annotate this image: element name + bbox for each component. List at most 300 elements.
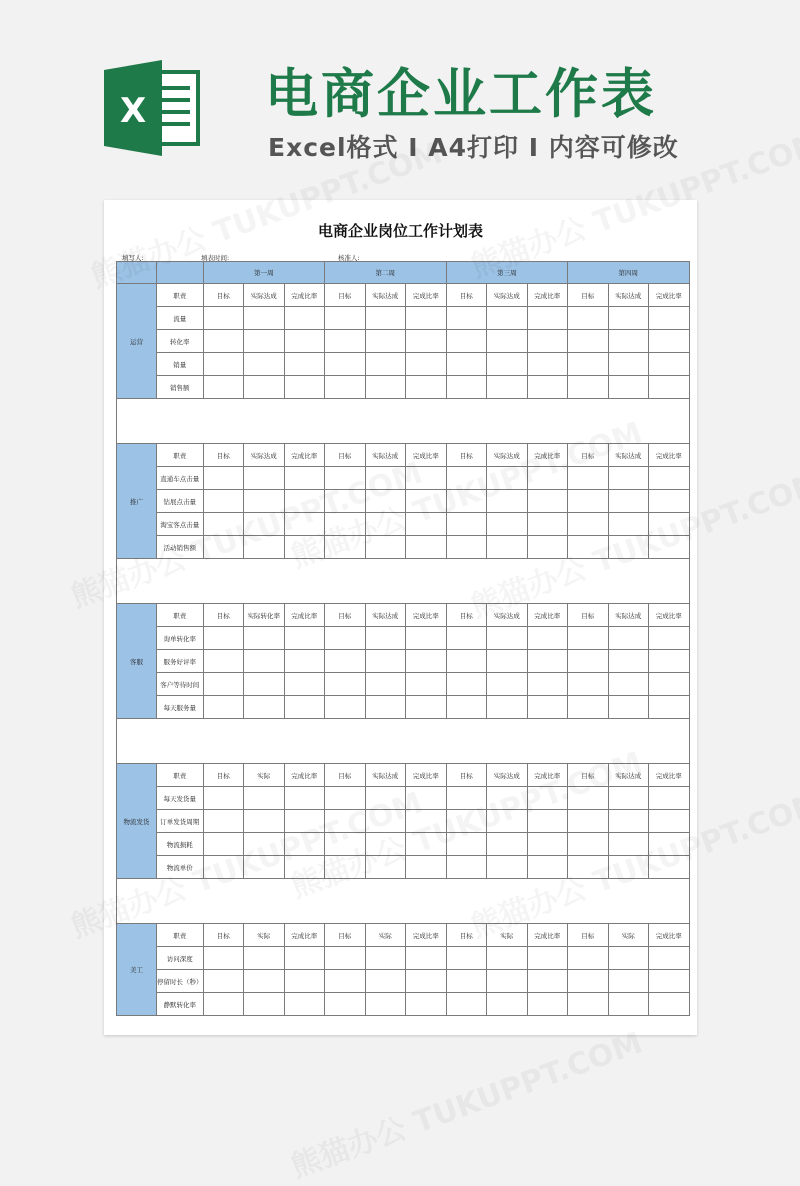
task-label: 访问深度 bbox=[157, 947, 204, 970]
input-cell[interactable] bbox=[527, 467, 568, 490]
input-cell[interactable] bbox=[608, 627, 649, 650]
input-cell[interactable] bbox=[325, 970, 366, 993]
input-cell[interactable] bbox=[487, 833, 528, 856]
input-cell[interactable] bbox=[325, 947, 366, 970]
input-cell[interactable] bbox=[284, 650, 325, 673]
input-cell[interactable] bbox=[568, 673, 609, 696]
input-cell[interactable] bbox=[527, 787, 568, 810]
banner-subtitle: Excel格式 I A4打印 I 内容可修改 bbox=[268, 133, 679, 162]
input-cell[interactable] bbox=[365, 856, 406, 879]
metric-header: 实际达成 bbox=[608, 764, 649, 787]
input-cell[interactable] bbox=[446, 650, 487, 673]
input-cell[interactable] bbox=[527, 307, 568, 330]
input-cell[interactable] bbox=[527, 810, 568, 833]
input-cell[interactable] bbox=[649, 376, 690, 399]
input-cell[interactable] bbox=[365, 513, 406, 536]
input-cell[interactable] bbox=[527, 376, 568, 399]
input-cell[interactable] bbox=[446, 307, 487, 330]
metric-header: 完成比率 bbox=[406, 764, 447, 787]
input-cell[interactable] bbox=[365, 696, 406, 719]
input-cell[interactable] bbox=[325, 536, 366, 559]
week-header-row bbox=[117, 262, 690, 284]
input-cell[interactable] bbox=[568, 947, 609, 970]
input-cell[interactable] bbox=[406, 353, 447, 376]
input-cell[interactable] bbox=[284, 810, 325, 833]
input-cell[interactable] bbox=[244, 467, 285, 490]
input-cell[interactable] bbox=[325, 833, 366, 856]
task-row bbox=[117, 787, 690, 810]
input-cell[interactable] bbox=[608, 856, 649, 879]
input-cell[interactable] bbox=[365, 787, 406, 810]
input-cell[interactable] bbox=[284, 536, 325, 559]
input-cell[interactable] bbox=[446, 696, 487, 719]
input-cell[interactable] bbox=[527, 490, 568, 513]
metric-header: 完成比率 bbox=[284, 284, 325, 307]
input-cell[interactable] bbox=[487, 696, 528, 719]
duty-header-row bbox=[117, 924, 690, 947]
input-cell[interactable] bbox=[203, 810, 244, 833]
input-cell[interactable] bbox=[406, 856, 447, 879]
input-cell[interactable] bbox=[649, 627, 690, 650]
metric-header: 目标 bbox=[568, 444, 609, 467]
input-cell[interactable] bbox=[406, 947, 447, 970]
input-cell[interactable] bbox=[203, 787, 244, 810]
week-header: 第一周 bbox=[203, 262, 325, 284]
input-cell[interactable] bbox=[446, 330, 487, 353]
department-label: 物流发货 bbox=[117, 764, 157, 879]
input-cell[interactable] bbox=[608, 330, 649, 353]
input-cell[interactable] bbox=[203, 627, 244, 650]
input-cell[interactable] bbox=[244, 353, 285, 376]
input-cell[interactable] bbox=[446, 970, 487, 993]
input-cell[interactable] bbox=[649, 673, 690, 696]
input-cell[interactable] bbox=[608, 993, 649, 1016]
input-cell[interactable] bbox=[649, 307, 690, 330]
metric-header: 目标 bbox=[203, 924, 244, 947]
input-cell[interactable] bbox=[608, 810, 649, 833]
task-label: 客户等待时间 bbox=[157, 673, 204, 696]
input-cell[interactable] bbox=[406, 673, 447, 696]
input-cell[interactable] bbox=[446, 833, 487, 856]
input-cell[interactable] bbox=[365, 833, 406, 856]
input-cell[interactable] bbox=[325, 513, 366, 536]
input-cell[interactable] bbox=[284, 353, 325, 376]
task-label: 订单发货周期 bbox=[157, 810, 204, 833]
input-cell[interactable] bbox=[365, 993, 406, 1016]
input-cell[interactable] bbox=[527, 536, 568, 559]
input-cell[interactable] bbox=[406, 993, 447, 1016]
input-cell[interactable] bbox=[568, 627, 609, 650]
input-cell[interactable] bbox=[568, 856, 609, 879]
input-cell[interactable] bbox=[203, 993, 244, 1016]
input-cell[interactable] bbox=[446, 513, 487, 536]
input-cell[interactable] bbox=[608, 696, 649, 719]
duty-header-row bbox=[117, 444, 690, 467]
input-cell[interactable] bbox=[284, 307, 325, 330]
input-cell[interactable] bbox=[608, 650, 649, 673]
input-cell[interactable] bbox=[365, 353, 406, 376]
input-cell[interactable] bbox=[406, 650, 447, 673]
input-cell[interactable] bbox=[284, 787, 325, 810]
input-cell[interactable] bbox=[325, 627, 366, 650]
input-cell[interactable] bbox=[649, 353, 690, 376]
input-cell[interactable] bbox=[244, 673, 285, 696]
input-cell[interactable] bbox=[527, 650, 568, 673]
input-cell[interactable] bbox=[325, 353, 366, 376]
input-cell[interactable] bbox=[284, 627, 325, 650]
metric-header: 目标 bbox=[203, 604, 244, 627]
input-cell[interactable] bbox=[527, 513, 568, 536]
input-cell[interactable] bbox=[487, 330, 528, 353]
metric-header: 目标 bbox=[325, 284, 366, 307]
input-cell[interactable] bbox=[487, 673, 528, 696]
input-cell[interactable] bbox=[568, 490, 609, 513]
input-cell[interactable] bbox=[365, 947, 406, 970]
input-cell[interactable] bbox=[527, 947, 568, 970]
input-cell[interactable] bbox=[446, 810, 487, 833]
spacer-cell bbox=[117, 399, 690, 444]
input-cell[interactable] bbox=[244, 536, 285, 559]
input-cell[interactable] bbox=[365, 810, 406, 833]
input-cell[interactable] bbox=[487, 650, 528, 673]
input-cell[interactable] bbox=[527, 970, 568, 993]
input-cell[interactable] bbox=[244, 970, 285, 993]
input-cell[interactable] bbox=[487, 307, 528, 330]
task-row bbox=[117, 513, 690, 536]
input-cell[interactable] bbox=[203, 696, 244, 719]
input-cell[interactable] bbox=[203, 330, 244, 353]
input-cell[interactable] bbox=[365, 650, 406, 673]
metric-header: 目标 bbox=[446, 924, 487, 947]
input-cell[interactable] bbox=[325, 330, 366, 353]
metric-header: 完成比率 bbox=[284, 604, 325, 627]
plan-table bbox=[116, 261, 690, 1016]
input-cell[interactable] bbox=[406, 467, 447, 490]
input-cell[interactable] bbox=[365, 970, 406, 993]
metric-header: 实际 bbox=[608, 924, 649, 947]
input-cell[interactable] bbox=[203, 650, 244, 673]
input-cell[interactable] bbox=[325, 787, 366, 810]
input-cell[interactable] bbox=[406, 330, 447, 353]
input-cell[interactable] bbox=[568, 993, 609, 1016]
input-cell[interactable] bbox=[284, 513, 325, 536]
task-label: 物流单价 bbox=[157, 856, 204, 879]
input-cell[interactable] bbox=[446, 536, 487, 559]
input-cell[interactable] bbox=[244, 810, 285, 833]
input-cell[interactable] bbox=[649, 856, 690, 879]
input-cell[interactable] bbox=[487, 490, 528, 513]
input-cell[interactable] bbox=[487, 376, 528, 399]
input-cell[interactable] bbox=[487, 810, 528, 833]
task-row bbox=[117, 490, 690, 513]
metric-header: 目标 bbox=[203, 284, 244, 307]
input-cell[interactable] bbox=[325, 810, 366, 833]
metric-header: 实际达成 bbox=[608, 444, 649, 467]
task-row bbox=[117, 536, 690, 559]
input-cell[interactable] bbox=[527, 856, 568, 879]
input-cell[interactable] bbox=[244, 947, 285, 970]
input-cell[interactable] bbox=[284, 376, 325, 399]
task-row bbox=[117, 627, 690, 650]
task-label: 每天服务量 bbox=[157, 696, 204, 719]
input-cell[interactable] bbox=[406, 376, 447, 399]
input-cell[interactable] bbox=[203, 490, 244, 513]
input-cell[interactable] bbox=[649, 650, 690, 673]
input-cell[interactable] bbox=[325, 696, 366, 719]
input-cell[interactable] bbox=[487, 947, 528, 970]
input-cell[interactable] bbox=[284, 970, 325, 993]
input-cell[interactable] bbox=[203, 970, 244, 993]
input-cell[interactable] bbox=[649, 833, 690, 856]
input-cell[interactable] bbox=[649, 330, 690, 353]
metric-header: 目标 bbox=[568, 924, 609, 947]
input-cell[interactable] bbox=[446, 490, 487, 513]
input-cell[interactable] bbox=[568, 787, 609, 810]
input-cell[interactable] bbox=[568, 536, 609, 559]
input-cell[interactable] bbox=[203, 947, 244, 970]
metric-header: 实际达成 bbox=[608, 604, 649, 627]
input-cell[interactable] bbox=[608, 536, 649, 559]
input-cell[interactable] bbox=[568, 307, 609, 330]
input-cell[interactable] bbox=[406, 490, 447, 513]
duty-header-row bbox=[117, 604, 690, 627]
input-cell[interactable] bbox=[608, 353, 649, 376]
input-cell[interactable] bbox=[325, 307, 366, 330]
input-cell[interactable] bbox=[406, 696, 447, 719]
input-cell[interactable] bbox=[649, 536, 690, 559]
duty-label: 职责 bbox=[157, 924, 204, 947]
input-cell[interactable] bbox=[203, 856, 244, 879]
input-cell[interactable] bbox=[608, 307, 649, 330]
duty-label: 职责 bbox=[157, 604, 204, 627]
task-label: 服务好评率 bbox=[157, 650, 204, 673]
department-label: 运营 bbox=[117, 284, 157, 399]
input-cell[interactable] bbox=[568, 970, 609, 993]
input-cell[interactable] bbox=[649, 467, 690, 490]
input-cell[interactable] bbox=[284, 467, 325, 490]
department-label: 客服 bbox=[117, 604, 157, 719]
input-cell[interactable] bbox=[244, 650, 285, 673]
input-cell[interactable] bbox=[365, 376, 406, 399]
input-cell[interactable] bbox=[244, 376, 285, 399]
input-cell[interactable] bbox=[568, 467, 609, 490]
input-cell[interactable] bbox=[487, 993, 528, 1016]
input-cell[interactable] bbox=[244, 627, 285, 650]
input-cell[interactable] bbox=[406, 536, 447, 559]
input-cell[interactable] bbox=[203, 536, 244, 559]
metric-header: 目标 bbox=[203, 764, 244, 787]
input-cell[interactable] bbox=[406, 513, 447, 536]
metric-header: 完成比率 bbox=[649, 764, 690, 787]
input-cell[interactable] bbox=[446, 787, 487, 810]
input-cell[interactable] bbox=[203, 833, 244, 856]
input-cell[interactable] bbox=[203, 467, 244, 490]
input-cell[interactable] bbox=[487, 513, 528, 536]
input-cell[interactable] bbox=[365, 330, 406, 353]
input-cell[interactable] bbox=[568, 810, 609, 833]
metric-header: 目标 bbox=[568, 604, 609, 627]
input-cell[interactable] bbox=[446, 467, 487, 490]
input-cell[interactable] bbox=[365, 627, 406, 650]
task-row bbox=[117, 673, 690, 696]
task-row bbox=[117, 650, 690, 673]
input-cell[interactable] bbox=[446, 353, 487, 376]
input-cell[interactable] bbox=[244, 330, 285, 353]
task-row bbox=[117, 810, 690, 833]
input-cell[interactable] bbox=[649, 810, 690, 833]
input-cell[interactable] bbox=[203, 307, 244, 330]
input-cell[interactable] bbox=[568, 376, 609, 399]
input-cell[interactable] bbox=[325, 650, 366, 673]
input-cell[interactable] bbox=[649, 970, 690, 993]
input-cell[interactable] bbox=[608, 376, 649, 399]
input-cell[interactable] bbox=[568, 513, 609, 536]
duty-label: 职责 bbox=[157, 284, 204, 307]
input-cell[interactable] bbox=[406, 810, 447, 833]
duty-label: 职责 bbox=[157, 444, 204, 467]
input-cell[interactable] bbox=[244, 833, 285, 856]
input-cell[interactable] bbox=[487, 353, 528, 376]
input-cell[interactable] bbox=[568, 330, 609, 353]
input-cell[interactable] bbox=[325, 673, 366, 696]
input-cell[interactable] bbox=[284, 490, 325, 513]
input-cell[interactable] bbox=[608, 673, 649, 696]
input-cell[interactable] bbox=[406, 787, 447, 810]
input-cell[interactable] bbox=[487, 787, 528, 810]
input-cell[interactable] bbox=[325, 993, 366, 1016]
task-row bbox=[117, 696, 690, 719]
input-cell[interactable] bbox=[649, 696, 690, 719]
input-cell[interactable] bbox=[406, 970, 447, 993]
task-row bbox=[117, 833, 690, 856]
input-cell[interactable] bbox=[284, 833, 325, 856]
input-cell[interactable] bbox=[406, 833, 447, 856]
input-cell[interactable] bbox=[446, 376, 487, 399]
task-label: 每天发货量 bbox=[157, 787, 204, 810]
input-cell[interactable] bbox=[568, 650, 609, 673]
metric-header: 目标 bbox=[568, 764, 609, 787]
input-cell[interactable] bbox=[608, 833, 649, 856]
input-cell[interactable] bbox=[325, 467, 366, 490]
metric-header: 完成比率 bbox=[649, 604, 690, 627]
task-row bbox=[117, 330, 690, 353]
spacer-row bbox=[117, 559, 690, 604]
task-row bbox=[117, 856, 690, 879]
input-cell[interactable] bbox=[487, 536, 528, 559]
input-cell[interactable] bbox=[608, 467, 649, 490]
input-cell[interactable] bbox=[365, 467, 406, 490]
input-cell[interactable] bbox=[527, 353, 568, 376]
input-cell[interactable] bbox=[527, 330, 568, 353]
input-cell[interactable] bbox=[487, 970, 528, 993]
input-cell[interactable] bbox=[284, 330, 325, 353]
input-cell[interactable] bbox=[446, 673, 487, 696]
metric-header: 目标 bbox=[446, 604, 487, 627]
input-cell[interactable] bbox=[527, 627, 568, 650]
input-cell[interactable] bbox=[568, 353, 609, 376]
task-label: 活动销售额 bbox=[157, 536, 204, 559]
metric-header: 完成比率 bbox=[406, 924, 447, 947]
input-cell[interactable] bbox=[244, 307, 285, 330]
input-cell[interactable] bbox=[446, 993, 487, 1016]
input-cell[interactable] bbox=[325, 376, 366, 399]
input-cell[interactable] bbox=[284, 993, 325, 1016]
input-cell[interactable] bbox=[203, 673, 244, 696]
input-cell[interactable] bbox=[203, 353, 244, 376]
duty-header-row bbox=[117, 284, 690, 307]
input-cell[interactable] bbox=[649, 490, 690, 513]
input-cell[interactable] bbox=[649, 993, 690, 1016]
input-cell[interactable] bbox=[608, 513, 649, 536]
input-cell[interactable] bbox=[608, 970, 649, 993]
metric-header: 目标 bbox=[325, 604, 366, 627]
input-cell[interactable] bbox=[608, 947, 649, 970]
input-cell[interactable] bbox=[446, 627, 487, 650]
task-label: 淘宝客点击量 bbox=[157, 513, 204, 536]
input-cell[interactable] bbox=[284, 696, 325, 719]
input-cell[interactable] bbox=[527, 993, 568, 1016]
input-cell[interactable] bbox=[608, 490, 649, 513]
input-cell[interactable] bbox=[568, 696, 609, 719]
metric-header: 完成比率 bbox=[406, 604, 447, 627]
spacer-cell bbox=[117, 719, 690, 764]
metric-header: 完成比率 bbox=[527, 924, 568, 947]
input-cell[interactable] bbox=[244, 787, 285, 810]
input-cell[interactable] bbox=[284, 947, 325, 970]
input-cell[interactable] bbox=[365, 673, 406, 696]
task-row bbox=[117, 467, 690, 490]
input-cell[interactable] bbox=[406, 307, 447, 330]
metric-header: 完成比率 bbox=[649, 444, 690, 467]
input-cell[interactable] bbox=[649, 787, 690, 810]
spacer-row bbox=[117, 879, 690, 924]
input-cell[interactable] bbox=[527, 696, 568, 719]
input-cell[interactable] bbox=[284, 856, 325, 879]
input-cell[interactable] bbox=[244, 993, 285, 1016]
input-cell[interactable] bbox=[244, 490, 285, 513]
input-cell[interactable] bbox=[244, 696, 285, 719]
input-cell[interactable] bbox=[244, 856, 285, 879]
input-cell[interactable] bbox=[203, 513, 244, 536]
metric-header: 完成比率 bbox=[649, 924, 690, 947]
fill-by-label: 填写人: bbox=[122, 254, 144, 262]
input-cell[interactable] bbox=[244, 513, 285, 536]
input-cell[interactable] bbox=[446, 947, 487, 970]
input-cell[interactable] bbox=[527, 833, 568, 856]
input-cell[interactable] bbox=[365, 536, 406, 559]
input-cell[interactable] bbox=[365, 307, 406, 330]
input-cell[interactable] bbox=[568, 833, 609, 856]
input-cell[interactable] bbox=[527, 673, 568, 696]
input-cell[interactable] bbox=[649, 513, 690, 536]
input-cell[interactable] bbox=[487, 627, 528, 650]
input-cell[interactable] bbox=[649, 947, 690, 970]
metric-header: 目标 bbox=[325, 764, 366, 787]
input-cell[interactable] bbox=[203, 376, 244, 399]
input-cell[interactable] bbox=[487, 467, 528, 490]
input-cell[interactable] bbox=[325, 490, 366, 513]
input-cell[interactable] bbox=[487, 856, 528, 879]
metric-header: 目标 bbox=[446, 284, 487, 307]
input-cell[interactable] bbox=[325, 856, 366, 879]
input-cell[interactable] bbox=[365, 490, 406, 513]
input-cell[interactable] bbox=[284, 673, 325, 696]
input-cell[interactable] bbox=[608, 787, 649, 810]
input-cell[interactable] bbox=[446, 856, 487, 879]
metric-header: 完成比率 bbox=[527, 284, 568, 307]
input-cell[interactable] bbox=[406, 627, 447, 650]
metric-header: 完成比率 bbox=[284, 924, 325, 947]
